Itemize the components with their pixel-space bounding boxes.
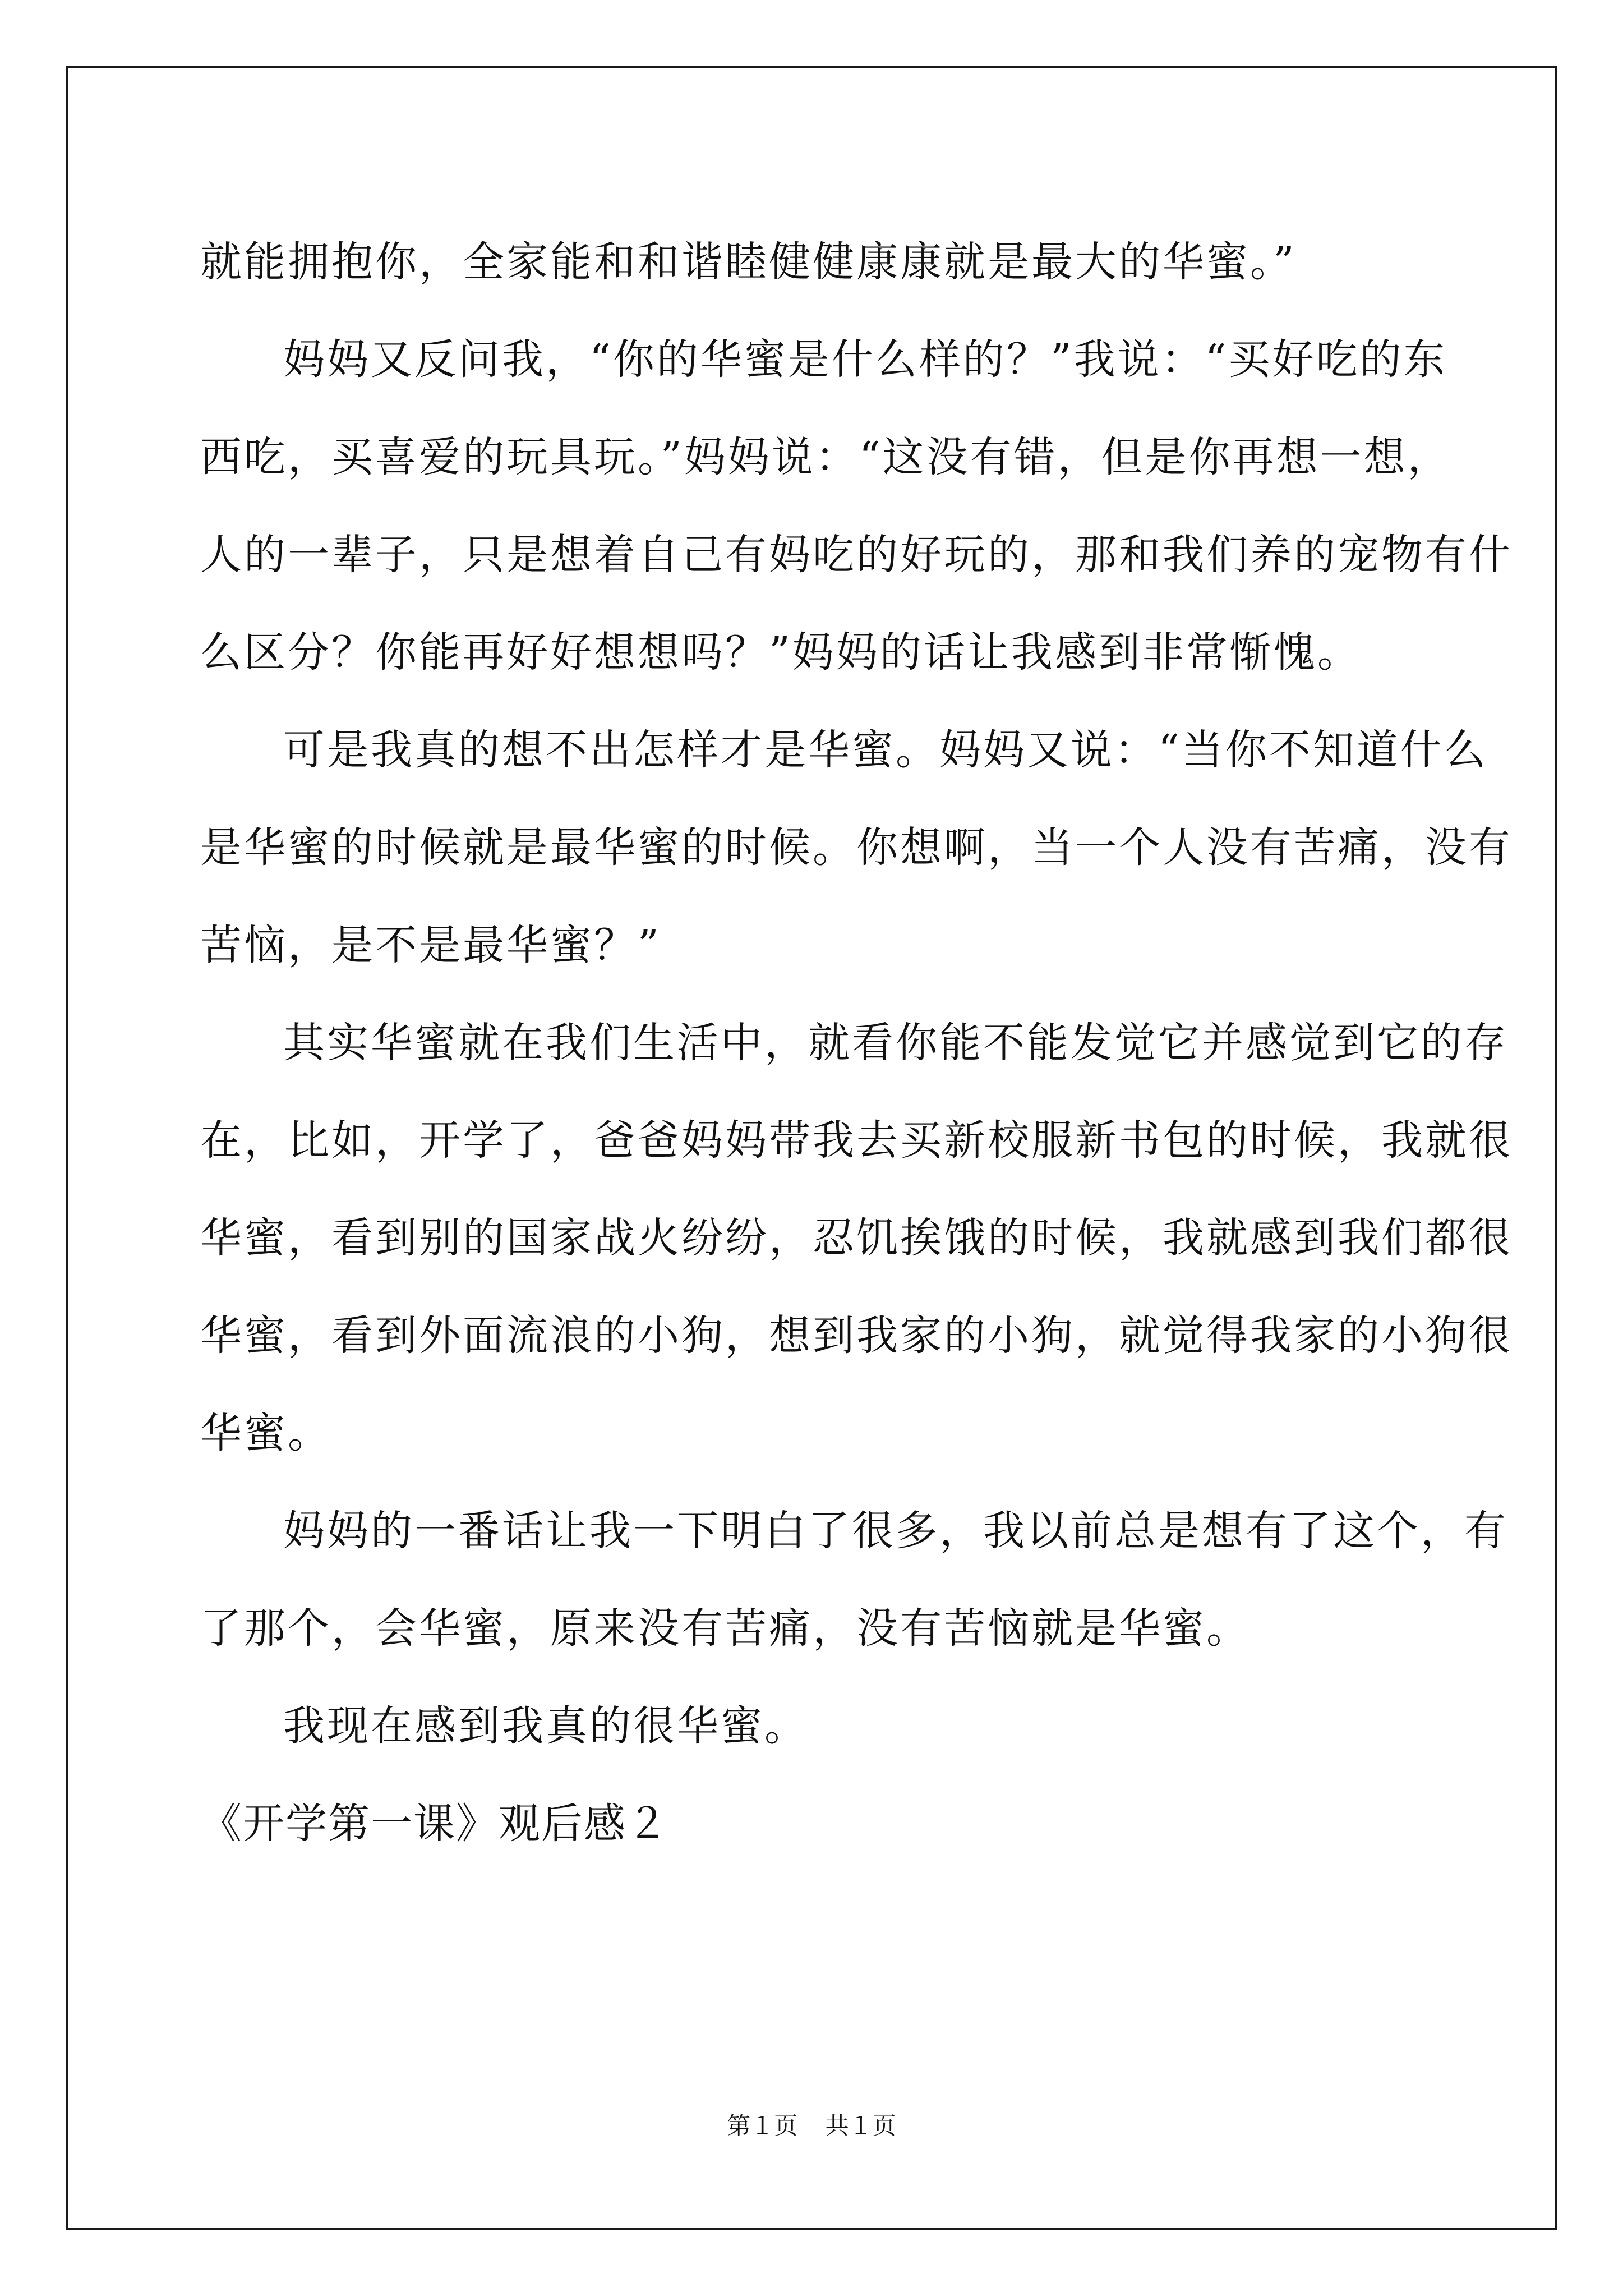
text-line: 是华蜜的时候就是最华蜜的时候。你想啊，当一个人没有苦痛，没有 (200, 823, 1513, 872)
text-line: 么区分？你能再好好想想吗？”妈妈的话让我感到非常惭愧。 (200, 628, 1361, 677)
text-line: 了那个，会华蜜，原来没有苦痛，没有苦恼就是华蜜。 (200, 1604, 1250, 1653)
text-line: 就能拥抱你，全家能和和谐睦健健康康就是最大的华蜜。” (200, 238, 1297, 286)
text-line: 其实华蜜就在我们生活中，就看你能不能发觉它并感觉到它的存 (283, 1019, 1508, 1067)
document-body (200, 213, 1513, 1872)
text-line: 华蜜，看到外面流浪的小狗，想到我家的小狗，就觉得我家的小狗很 (200, 1312, 1513, 1360)
text-line: 华蜜。 (200, 1409, 331, 1457)
next-section-title: 《开学第一课》观后感２ (200, 1800, 669, 1848)
text-line: 在，比如，开学了，爸爸妈妈带我去买新校服新书包的时候，我就很 (200, 1116, 1513, 1165)
text-line: 苦恼，是不是最华蜜？” (200, 921, 661, 969)
page-number-current: 第１页 (727, 2112, 798, 2139)
page-number-total: 共１页 (825, 2112, 896, 2139)
text-line: 可是我真的想不出怎样才是华蜜。妈妈又说：“当你不知道什么 (283, 726, 1488, 774)
text-line: 华蜜，看到别的国家战火纷纷，忍饥挨饿的时候，我就感到我们都很 (200, 1214, 1513, 1262)
text-line: 西吃，买喜爱的玩具玩。”妈妈说：“这没有错，但是你再想一想， (200, 433, 1451, 481)
text-line: 妈妈的一番话让我一下明白了很多，我以前总是想有了这个，有 (283, 1507, 1508, 1555)
text-line: 妈妈又反问我，“你的华蜜是什么样的？”我说：“买好吃的东 (283, 335, 1447, 384)
text-line: 我现在感到我真的很华蜜。 (283, 1702, 808, 1750)
text-line: 人的一辈子，只是想着自己有妈吃的好玩的，那和我们养的宠物有什 (200, 531, 1513, 579)
page-footer (0, 2109, 1623, 2143)
